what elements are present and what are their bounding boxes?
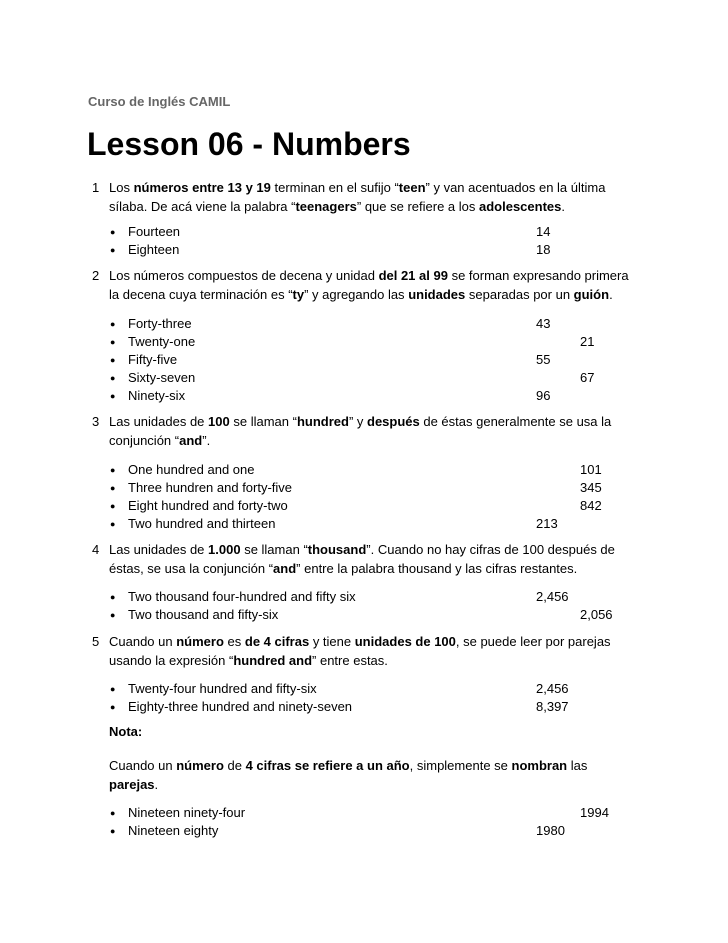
- section-text-line: sílaba. De acá viene la palabra “teenagers” que se refiere a los adolescentes.: [109, 199, 565, 214]
- note-text-line: Cuando un número de 4 cifras se refiere a un año, simplemente se nombran las: [109, 758, 588, 773]
- list-item: ● Fifty-five 55: [110, 352, 551, 367]
- number-list: [0, 804, 728, 840]
- section-number: 1: [92, 180, 100, 195]
- list-item: ● Nineteen eighty 1980: [110, 823, 565, 838]
- bullet-icon: ●: [110, 684, 116, 694]
- bullet-icon: ●: [110, 826, 116, 836]
- list-item: ● Two hundred and thirteen 213: [110, 516, 558, 531]
- bullet-icon: ●: [110, 501, 116, 511]
- lesson-title: Lesson 06 - Numbers: [87, 126, 411, 162]
- section-text-line: éstas, se usa la conjunción “and” entre la palabra thousand y las cifras restantes.: [109, 561, 578, 576]
- number-list: [0, 588, 728, 624]
- bullet-icon: ●: [110, 519, 116, 529]
- section-number: 4: [92, 542, 100, 557]
- section-text-line: usando la expresión “hundred and” entre estas.: [109, 653, 388, 668]
- list-item: ● Nineteen ninety-four 1994: [110, 805, 609, 820]
- section-text-line: conjunción “and”.: [109, 433, 211, 448]
- list-item: ● Twenty-one 21: [110, 334, 595, 349]
- bullet-icon: ●: [110, 465, 116, 475]
- section-number: 5: [92, 634, 100, 649]
- list-item: ● Eighteen 18: [110, 242, 551, 257]
- section-text-line: Los números compuestos de decena y unidad del 21 al 99 se forman expresando primera: [109, 268, 629, 283]
- bullet-icon: ●: [110, 355, 116, 365]
- bullet-icon: ●: [110, 391, 116, 401]
- bullet-icon: ●: [110, 227, 116, 237]
- section-text-line: Las unidades de 1.000 se llaman “thousand”. Cuando no hay cifras de 100 después de: [109, 542, 615, 557]
- section-text-line: Los números entre 13 y 19 terminan en el sufijo “teen” y van acentuados en la última: [109, 180, 606, 195]
- list-item: ● Two thousand and fifty-six 2,056: [110, 607, 613, 622]
- number-list: [0, 223, 728, 259]
- document-header: Curso de Inglés CAMIL: [88, 94, 231, 109]
- bullet-icon: ●: [110, 245, 116, 255]
- bullet-icon: ●: [110, 610, 116, 620]
- section-text-line: Las unidades de 100 se llaman “hundred” y después de éstas generalmente se usa la: [109, 414, 612, 429]
- section-number: 2: [92, 268, 100, 283]
- list-item: ● Sixty-seven 67: [110, 370, 595, 385]
- list-item: ● Eighty-three hundred and ninety-seven 8,397: [110, 699, 569, 714]
- list-item: ● Three hundren and forty-five 345: [110, 480, 602, 495]
- section-text-line: la decena cuya terminación es “ty” y agregando las unidades separadas por un guión.: [109, 287, 613, 302]
- bullet-icon: ●: [110, 483, 116, 493]
- list-item: ● Twenty-four hundred and fifty-six 2,456: [110, 681, 569, 696]
- list-item: ● Forty-three 43: [110, 316, 551, 331]
- note-text-line: parejas.: [109, 777, 159, 792]
- bullet-icon: ●: [110, 319, 116, 329]
- number-list: [0, 461, 728, 533]
- note-title: Nota:: [109, 724, 143, 739]
- bullet-icon: ●: [110, 373, 116, 383]
- list-item: ● Ninety-six 96: [110, 388, 551, 403]
- bullet-icon: ●: [110, 337, 116, 347]
- bullet-icon: ●: [110, 592, 116, 602]
- number-list: [0, 680, 728, 716]
- bullet-icon: ●: [110, 702, 116, 712]
- list-item: ● Eight hundred and forty-two 842: [110, 498, 602, 513]
- section-number: 3: [92, 414, 100, 429]
- list-item: ● Fourteen 14: [110, 224, 551, 239]
- bullet-icon: ●: [110, 808, 116, 818]
- number-list: [0, 315, 728, 405]
- list-item: ● One hundred and one 101: [110, 462, 602, 477]
- section-text-line: Cuando un número es de 4 cifras y tiene unidades de 100, se puede leer por parejas: [109, 634, 611, 649]
- list-item: ● Two thousand four-hundred and fifty six 2,456: [110, 589, 569, 604]
